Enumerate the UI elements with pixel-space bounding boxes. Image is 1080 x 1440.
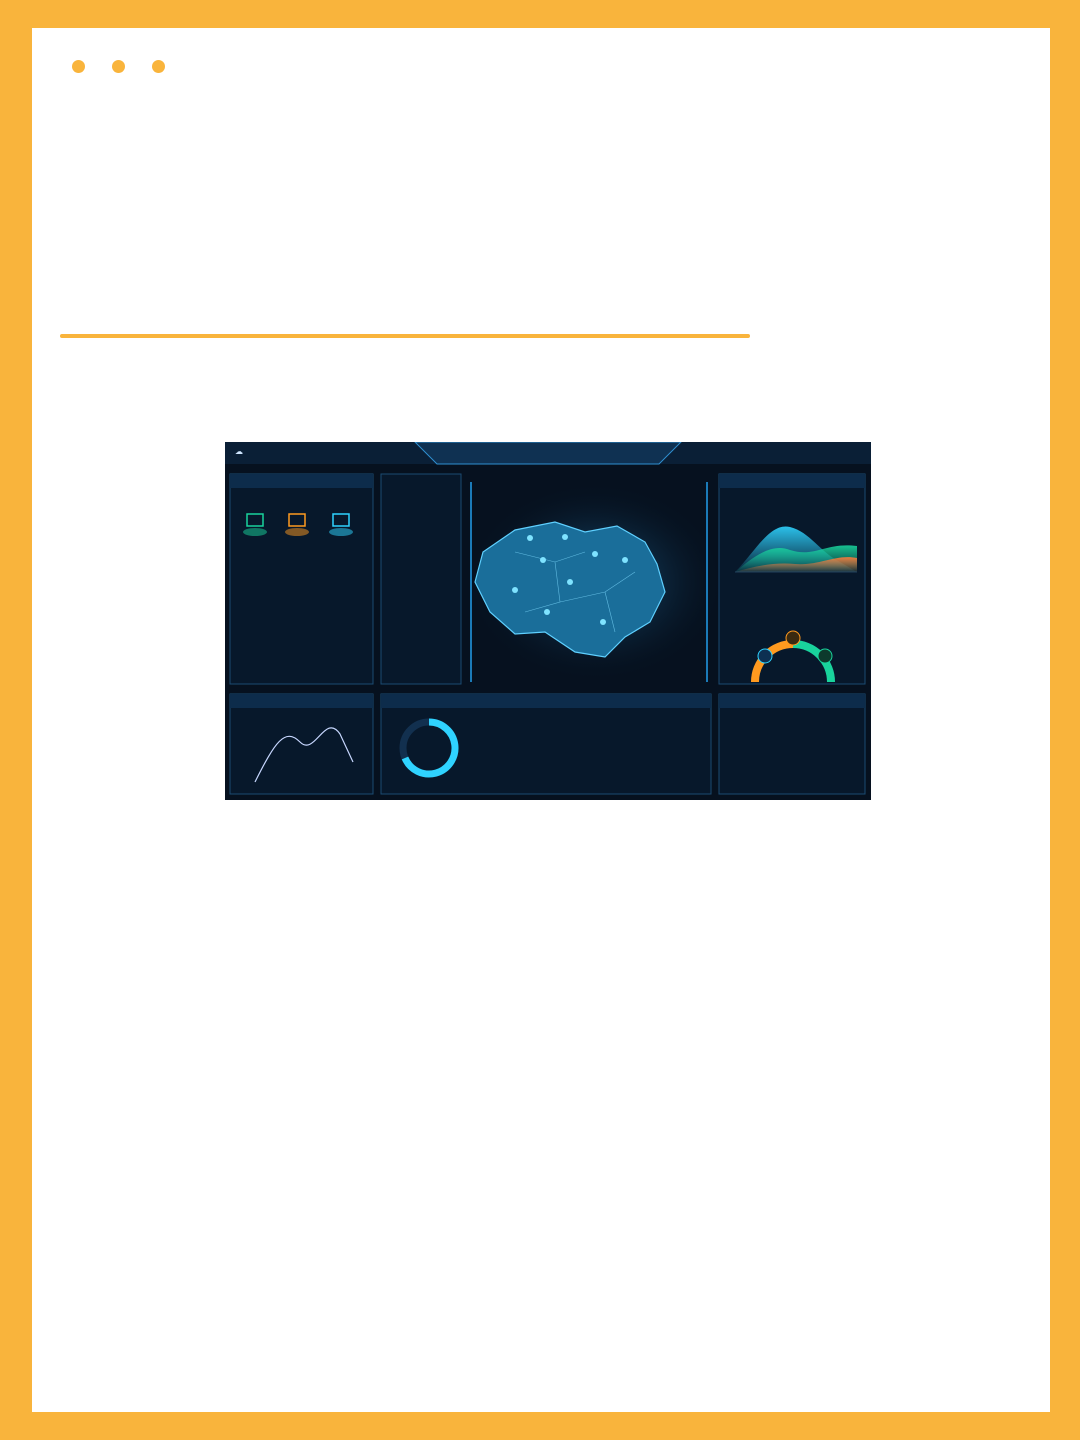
panel-center-stats: [381, 474, 461, 684]
map-pin-icon: [562, 534, 568, 540]
section-body: [77, 1078, 1017, 1260]
section-body: [77, 845, 1017, 1027]
gauge-node-icon: [758, 649, 772, 663]
panel-device: [230, 474, 373, 684]
dashboard-image: [225, 442, 871, 800]
map-pin-icon: [512, 587, 518, 593]
intro-paragraph: [77, 346, 1017, 438]
icon-base: [243, 528, 267, 536]
dot-icon: [112, 60, 125, 73]
panel-station: [719, 694, 865, 794]
map-pin-icon: [622, 557, 628, 563]
panel-ops-status: [381, 694, 711, 794]
icon-base: [285, 528, 309, 536]
dot-icon: [72, 60, 85, 73]
title-underline: [60, 334, 750, 338]
content-card: [32, 28, 1050, 1412]
map-pin-icon: [527, 535, 533, 541]
dash-title-plate: [415, 442, 681, 464]
panel-ops: [719, 474, 865, 684]
map-pin-icon: [592, 551, 598, 557]
panel-title-bar: [230, 474, 373, 488]
map-pin-icon: [544, 609, 550, 615]
map-pin-icon: [567, 579, 573, 585]
gauge-node-icon: [818, 649, 832, 663]
dashboard-graphics: [225, 442, 871, 800]
panel-title-bar: [719, 474, 865, 488]
panel-title-bar: [719, 694, 865, 708]
gauge-node-icon: [786, 631, 800, 645]
weather-icon: ☁: [235, 447, 243, 456]
icon-base: [329, 528, 353, 536]
map-pin-icon: [600, 619, 606, 625]
panel-title-bar: [381, 694, 711, 708]
map-pin-icon: [540, 557, 546, 563]
dot-icon: [152, 60, 165, 73]
panel-title-bar: [230, 694, 373, 708]
